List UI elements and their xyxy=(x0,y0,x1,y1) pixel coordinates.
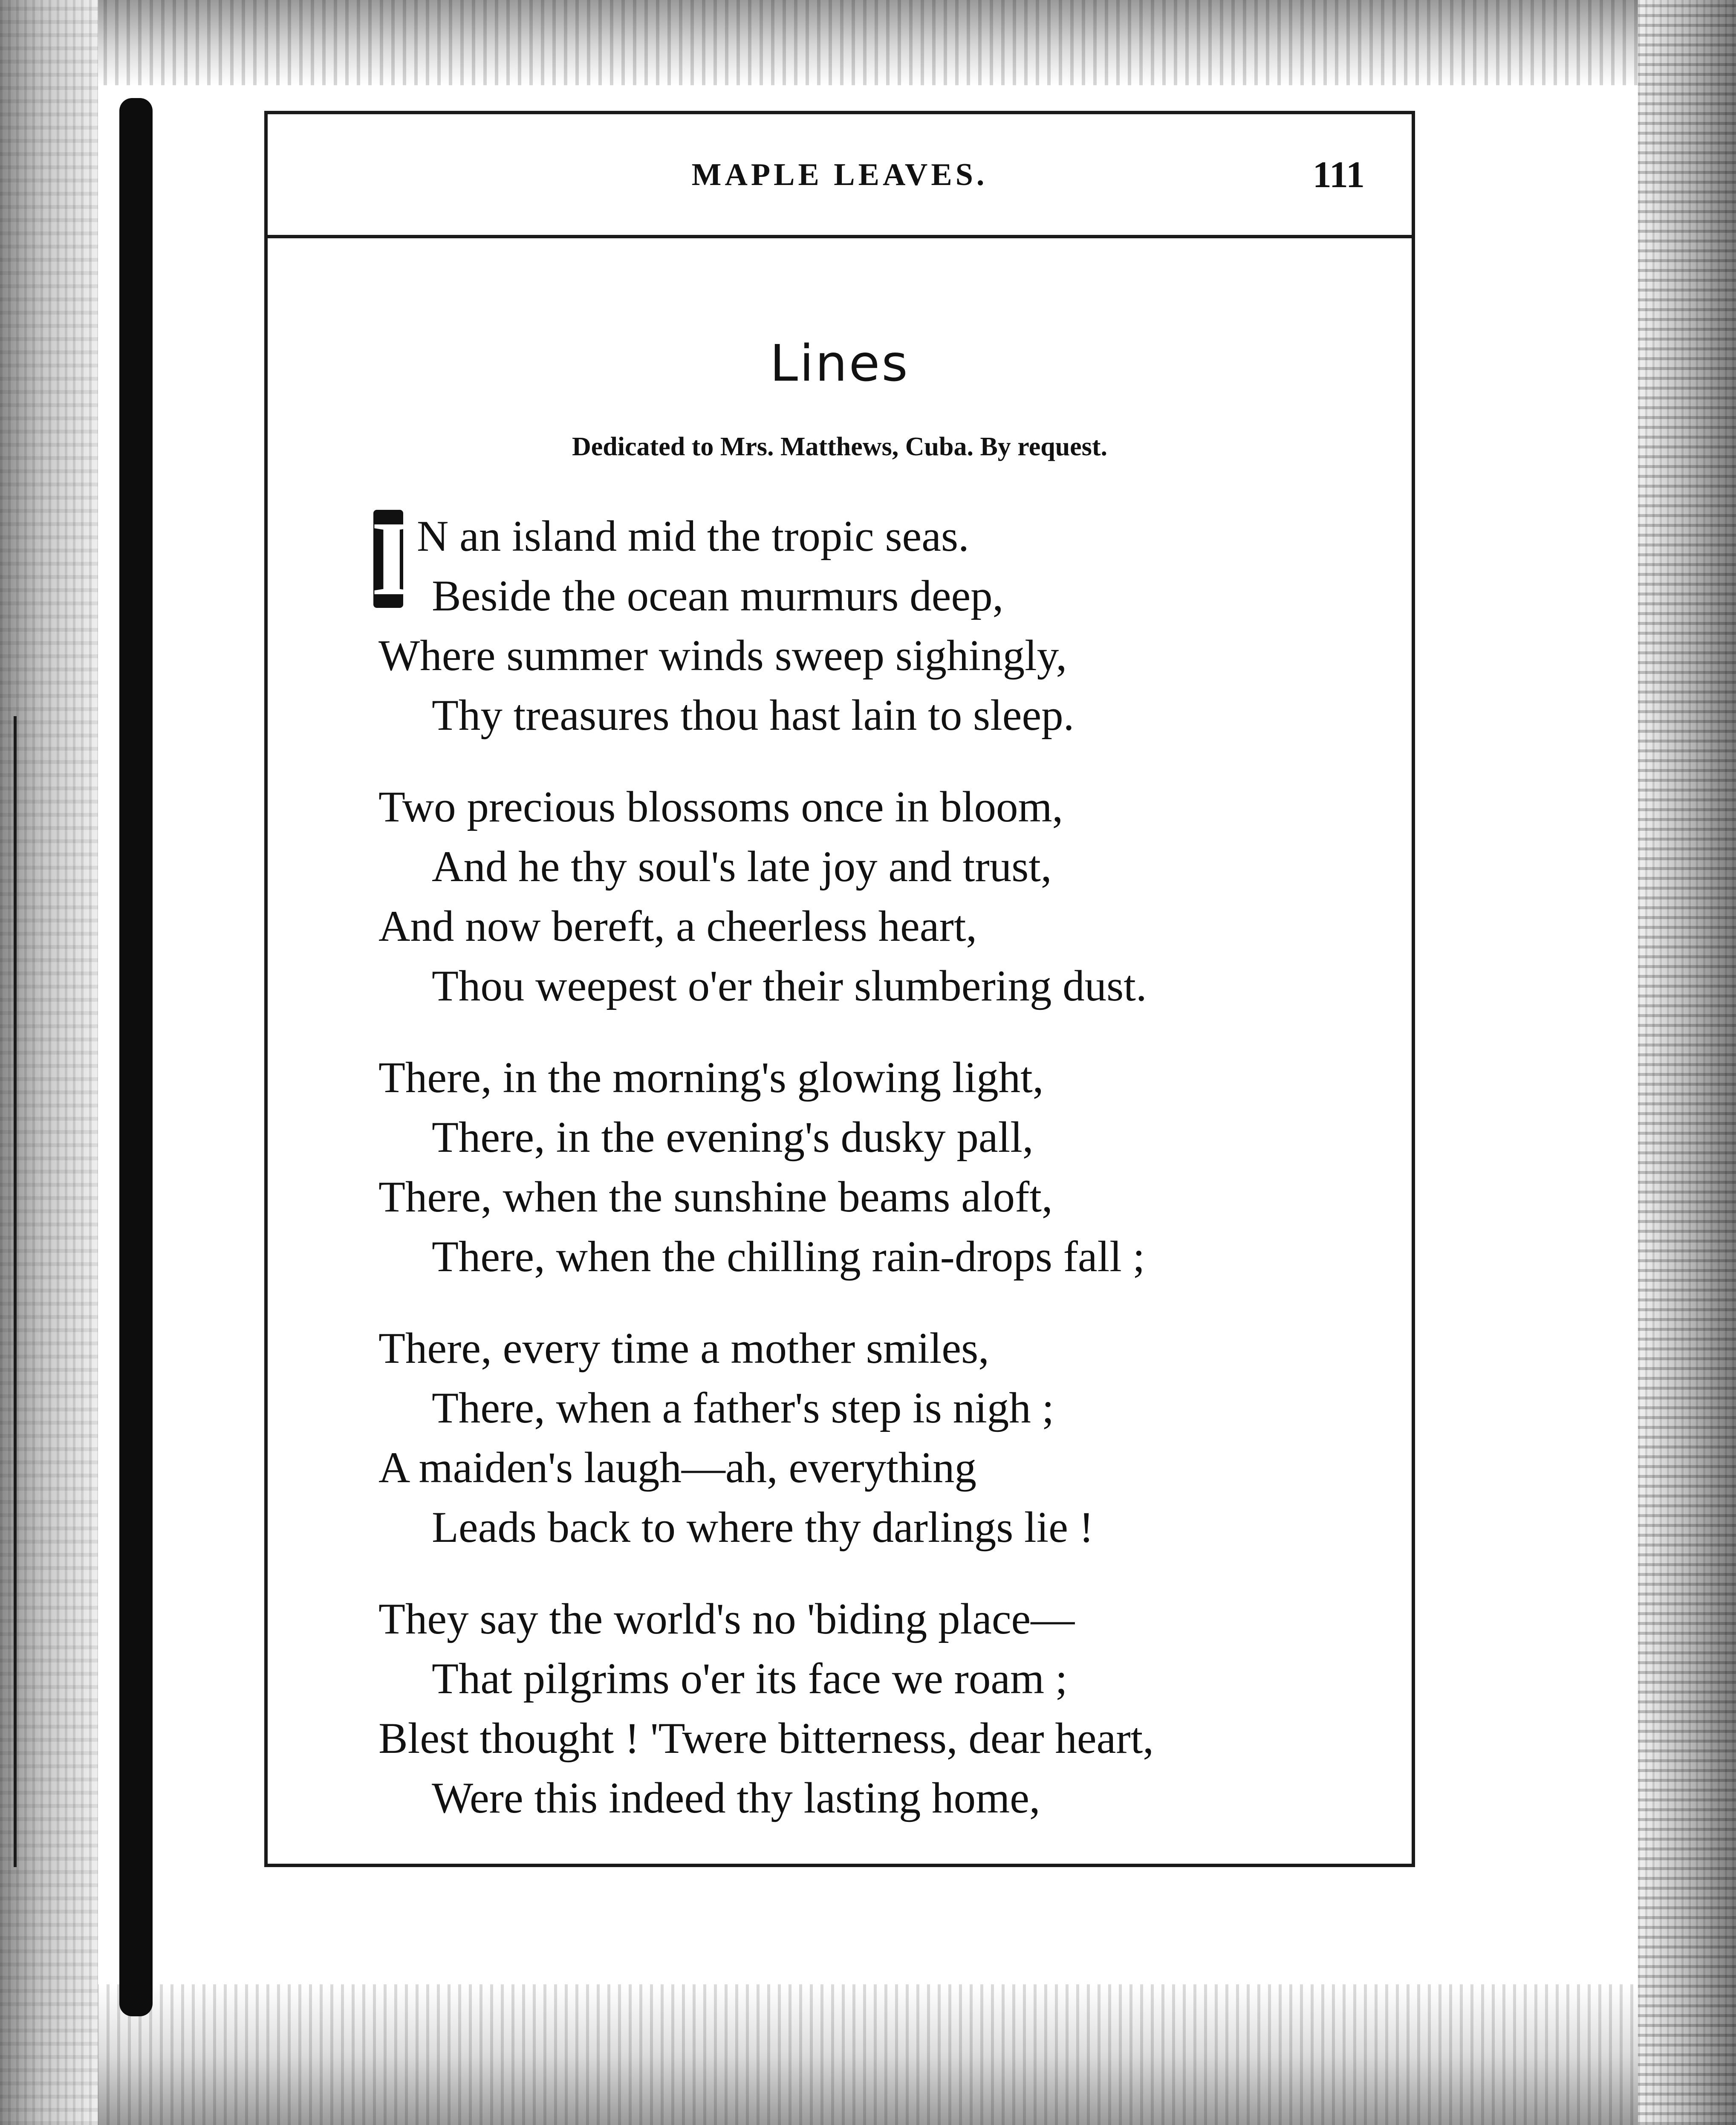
poem-line: And now bereft, a cheerless heart, xyxy=(378,902,977,951)
poem-line: And he thy soul's late joy and trust, xyxy=(432,842,1052,891)
poem-line: Where summer winds sweep sighingly, xyxy=(378,631,1067,680)
poem-dedication: Dedicated to Mrs. Matthews, Cuba. By request. xyxy=(572,432,1107,461)
page-number: 111 xyxy=(1312,154,1365,196)
drop-cap xyxy=(371,500,413,618)
stanza-2 xyxy=(378,777,1359,1016)
poem-line: Were this indeed thy lasting home, xyxy=(432,1774,1040,1822)
poem-line: Beside the ocean murmurs deep, xyxy=(432,572,1004,620)
scan-edge-bottom xyxy=(0,1984,1736,2125)
scan-edge-right xyxy=(1638,0,1736,2125)
poem-line: A maiden's laugh—ah, everything xyxy=(378,1443,977,1492)
facing-page-rule xyxy=(14,716,17,1867)
stanza-3 xyxy=(378,1048,1359,1287)
poem-line: There, in the evening's dusky pall, xyxy=(432,1113,1034,1162)
scan-edge-top xyxy=(0,0,1736,85)
running-title: MAPLE LEAVES. xyxy=(691,157,988,192)
header-rule xyxy=(268,235,1412,238)
poem-line: Thy treasures thou hast lain to sleep. xyxy=(432,691,1075,740)
poem-line: Leads back to where thy darlings lie ! xyxy=(432,1503,1094,1552)
poem-body xyxy=(371,500,1359,1860)
poem-line: There, when the sunshine beams aloft, xyxy=(378,1173,1053,1221)
poem-line: Two precious blossoms once in bloom, xyxy=(378,783,1063,831)
book-spine-shadow xyxy=(119,98,153,2016)
stanza-1 xyxy=(371,500,1359,745)
stanza-4 xyxy=(378,1318,1359,1557)
poem-line: There, in the morning's glowing light, xyxy=(378,1053,1044,1102)
poem-line: Blest thought ! 'Twere bitterness, dear heart, xyxy=(378,1714,1154,1763)
poem-title: Lines xyxy=(770,334,910,393)
poem-line: There, when a father's step is nigh ; xyxy=(432,1384,1054,1432)
stanza-5 xyxy=(378,1589,1359,1828)
page-frame xyxy=(264,111,1415,1867)
poem-line: N an island mid the tropic seas. xyxy=(417,512,969,561)
poem-line: Thou weepest o'er their slumbering dust. xyxy=(432,962,1147,1010)
drop-cap-letter: I xyxy=(371,500,413,618)
poem-line: There, when the chilling rain-drops fall ; xyxy=(432,1232,1145,1281)
poem-line: There, every time a mother smiles, xyxy=(378,1324,989,1373)
poem-line: They say the world's no 'biding place— xyxy=(378,1595,1075,1643)
poem-line: That pilgrims o'er its face we roam ; xyxy=(432,1654,1068,1703)
